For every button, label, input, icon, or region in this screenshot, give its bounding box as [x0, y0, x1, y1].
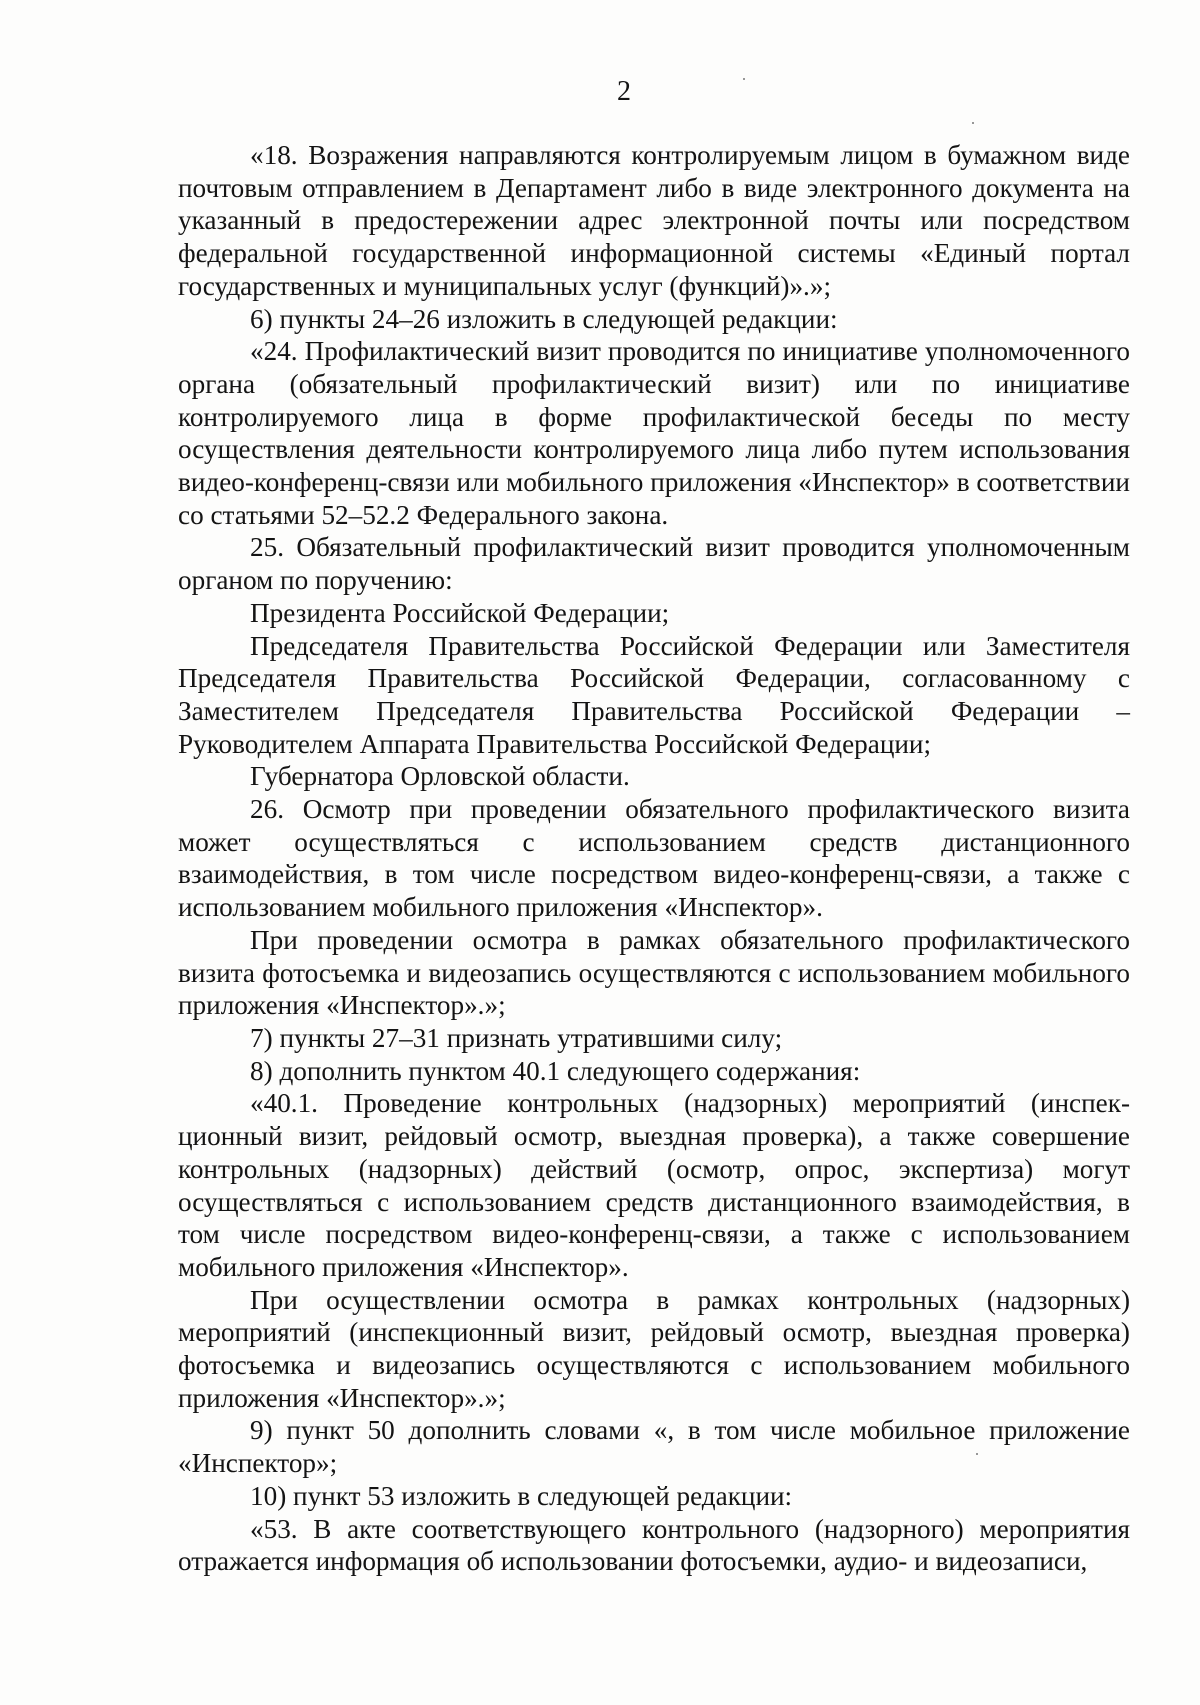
paragraph-item-9: 9) пункт 50 дополнить словами «, в том числе мобильное приложение «Инспектор»; — [178, 1415, 1130, 1479]
paragraph-40-1-photo: При осуществлении осмотра в рамках контрольных (надзорных) мероприятий (инспекционный визит, рейдовый осмотр, выездная проверка) фотосъемка и видеозапись осуществляются с использованием мобильного приложения «Инспектор».»; — [178, 1284, 1130, 1413]
paragraph-25: 25. Обязательный профилактический визит проводится уполномоченным органом по поручению: — [178, 532, 1130, 596]
paragraph-40-1: «40.1. Проведение контрольных (надзорных) мероприятий (инспекционный визит, рейдовый осмотр, выездная проверка), а также совершение контрольных (надзорных) действий (осмотр, опрос, экспертиза) могут осуществляться с использованием средств дистанционного взаимодействия, в том числе посредством видео-конференц-связи, а также с использованием мобильного приложения «Инспектор». — [178, 1088, 1130, 1282]
page-number: 2 — [617, 76, 631, 107]
paragraph-26: 26. Осмотр при проведении обязательного профилактического визита может осуществляться с использованием средств дистанционного взаимодействия, в том числе посредством видео-конференц-связи, а также с использованием мобильного приложения «Инспектор». — [178, 794, 1130, 923]
scan-speck — [972, 122, 974, 124]
paragraph-item-8: 8) дополнить пунктом 40.1 следующего содержания: — [250, 1055, 861, 1086]
scan-speck — [743, 78, 745, 80]
paragraph-president: Президента Российской Федерации; — [250, 597, 670, 628]
paragraph-governor: Губернатора Орловской области. — [250, 761, 630, 792]
paragraph-24: «24. Профилактический визит проводится по инициативе уполномоченного органа (обязательный профилактический визит) или по инициативе контролируемого лица в форме профилактической беседы по месту осуществления деятельности контролируемого лица либо путем использования видео-конференц-связи или мобильного приложения «Инспектор» в соответствии со статьями 52–52.2 Федерального закона. — [178, 336, 1130, 530]
paragraph-53: «53. В акте соответствующего контрольного (надзорного) мероприятия отражается информация об использовании фотосъемки, аудио- и видеозаписи, — [178, 1513, 1130, 1577]
paragraph-18: «18. Возражения направляются контролируемым лицом в бумажном виде почтовым отправлением в Департамент либо в виде электронного документа на указанный в предостережении адрес электронной почты или посредством федеральной государственной информационной системы «Единый портал государственных и муниципальных услуг (функций)».»; — [178, 140, 1130, 301]
paragraph-chairman: Председателя Правительства Российской Федерации или Заместителя Председателя Правительства Российской Федерации, согласованному с Заместителем Председателя Правительства Российской Федерации – Руководителем Аппарата Правительства Российской Федерации; — [178, 630, 1130, 759]
document-body — [178, 139, 1130, 1578]
scan-speck — [976, 1453, 978, 1455]
paragraph-item-6: 6) пункты 24–26 изложить в следующей редакции: — [250, 303, 838, 334]
paragraph-item-10: 10) пункт 53 изложить в следующей редакции: — [250, 1480, 793, 1511]
paragraph-26-photo: При проведении осмотра в рамках обязательного профилактического визита фотосъемка и видеозапись осуществляются с использованием мобильного приложения «Инспектор».»; — [178, 924, 1130, 1021]
paragraph-item-7: 7) пункты 27–31 признать утратившими силу; — [250, 1022, 783, 1053]
